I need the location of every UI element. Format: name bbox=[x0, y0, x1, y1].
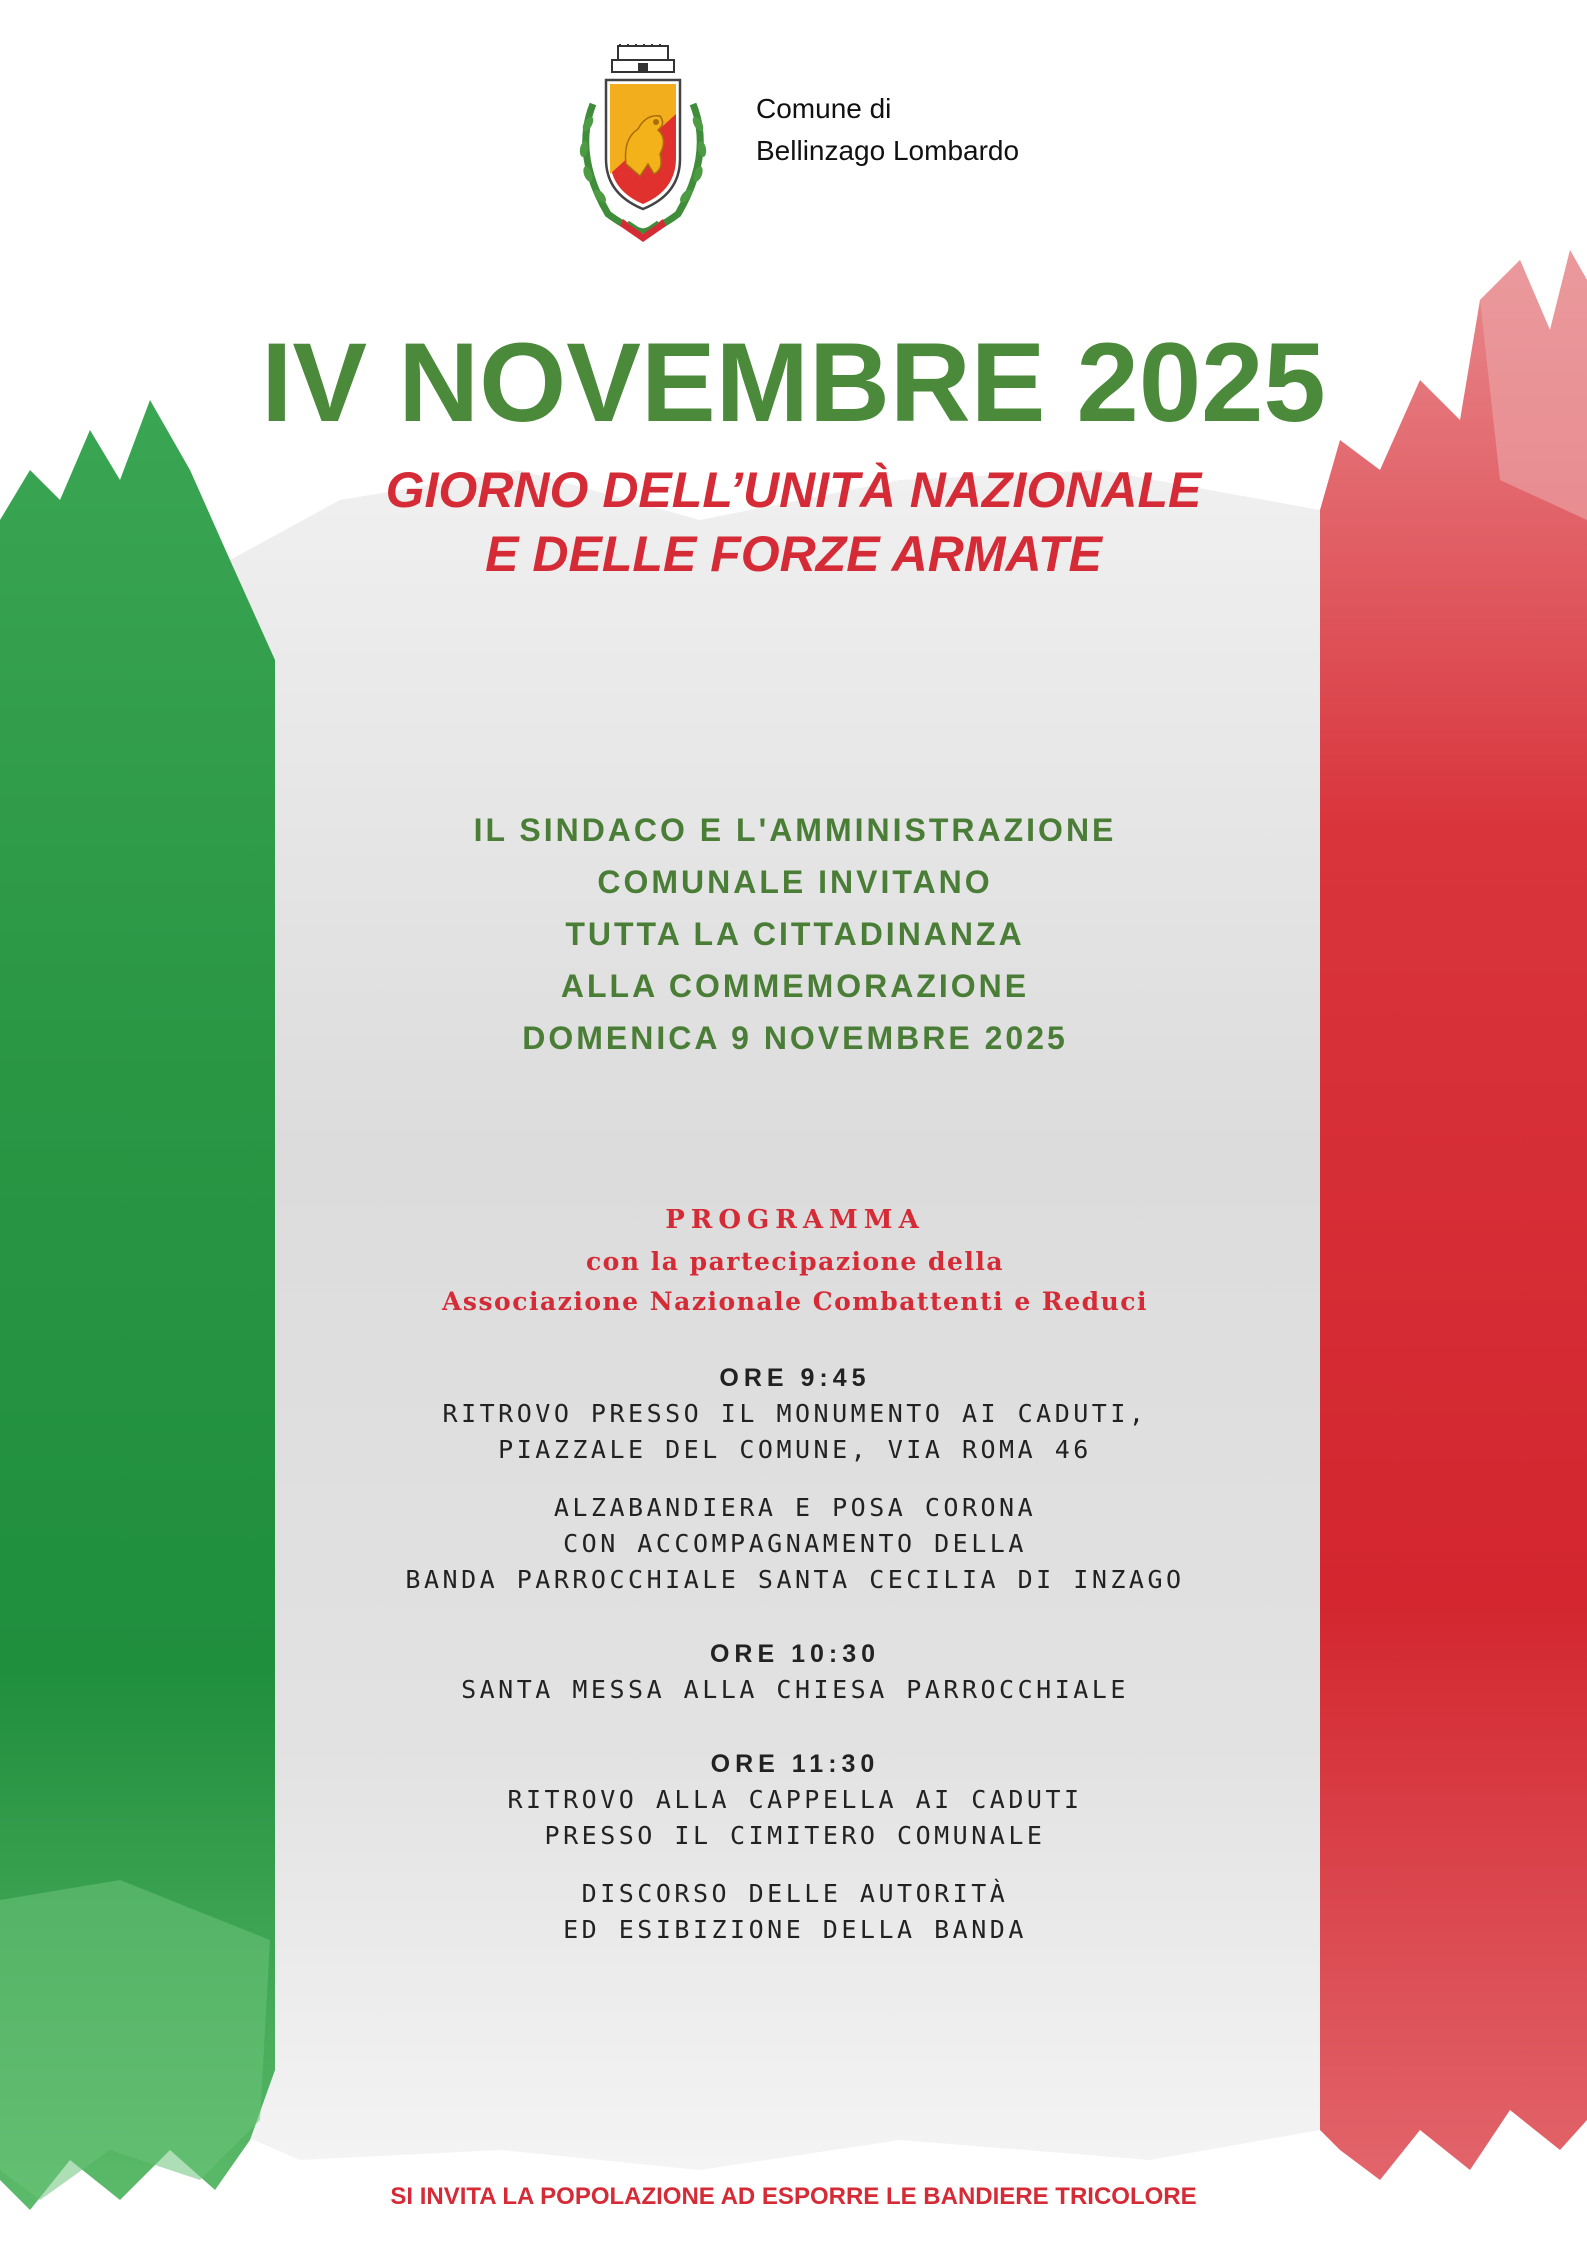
invitation-date: DOMENICA 9 NOVEMBRE 2025 bbox=[522, 1020, 1068, 1056]
program-association-line: Associazione Nazionale Combattenti e Reduci bbox=[442, 1287, 1148, 1316]
municipality-line-2: Bellinzago Lombardo bbox=[756, 135, 1020, 166]
invitation-line: TUTTA LA CITTADINANZA bbox=[565, 916, 1025, 952]
invitation-line: COMUNALE INVITANO bbox=[597, 864, 993, 900]
schedule-text: DISCORSO DELLE AUTORITÀ bbox=[581, 1879, 1009, 1908]
schedule-text: BANDA PARROCCHIALE SANTA CECILIA DI INZAGO bbox=[405, 1565, 1185, 1594]
invitation-line: ALLA COMMEMORAZIONE bbox=[560, 968, 1030, 1004]
municipality-line-1: Comune di bbox=[756, 93, 892, 124]
invitation-text bbox=[300, 804, 1290, 1064]
municipal-crest-icon bbox=[568, 44, 718, 244]
footer-notice: SI INVITA LA POPOLAZIONE AD ESPORRE LE BANDIERE TRICOLORE bbox=[390, 2183, 1197, 2210]
subtitle-line-2: E DELLE FORZE ARMATE bbox=[485, 526, 1102, 582]
subtitle-line-1: GIORNO DELL’UNITÀ NAZIONALE bbox=[385, 462, 1202, 518]
invitation-line: IL SINDACO E L'AMMINISTRAZIONE bbox=[473, 812, 1117, 848]
schedule-text: CON ACCOMPAGNAMENTO DELLA bbox=[563, 1529, 1027, 1558]
page-title: IV NOVEMBRE 2025 bbox=[261, 320, 1326, 445]
schedule-text: SANTA MESSA ALLA CHIESA PARROCCHIALE bbox=[461, 1675, 1129, 1704]
program-heading: PROGRAMMA bbox=[665, 1205, 925, 1235]
schedule-text: PRESSO IL CIMITERO COMUNALE bbox=[544, 1821, 1046, 1850]
event-schedule bbox=[290, 1360, 1300, 1948]
schedule-text: RITROVO PRESSO IL MONUMENTO AI CADUTI, bbox=[442, 1399, 1148, 1428]
schedule-time-2: ORE 10:30 bbox=[709, 1640, 881, 1668]
municipality-name bbox=[756, 88, 1019, 172]
page-subtitle bbox=[0, 458, 1587, 586]
program-header bbox=[290, 1198, 1300, 1322]
schedule-text: ED ESIBIZIONE DELLA BANDA bbox=[563, 1915, 1027, 1944]
schedule-time-3: ORE 11:30 bbox=[710, 1750, 880, 1778]
schedule-time-1: ORE 9:45 bbox=[719, 1364, 871, 1392]
schedule-text: ALZABANDIERA E POSA CORONA bbox=[553, 1493, 1037, 1522]
schedule-text: RITROVO ALLA CAPPELLA AI CADUTI bbox=[507, 1785, 1083, 1814]
program-participation-line: con la partecipazione della bbox=[585, 1247, 1005, 1276]
schedule-text: PIAZZALE DEL COMUNE, VIA ROMA 46 bbox=[498, 1435, 1092, 1464]
